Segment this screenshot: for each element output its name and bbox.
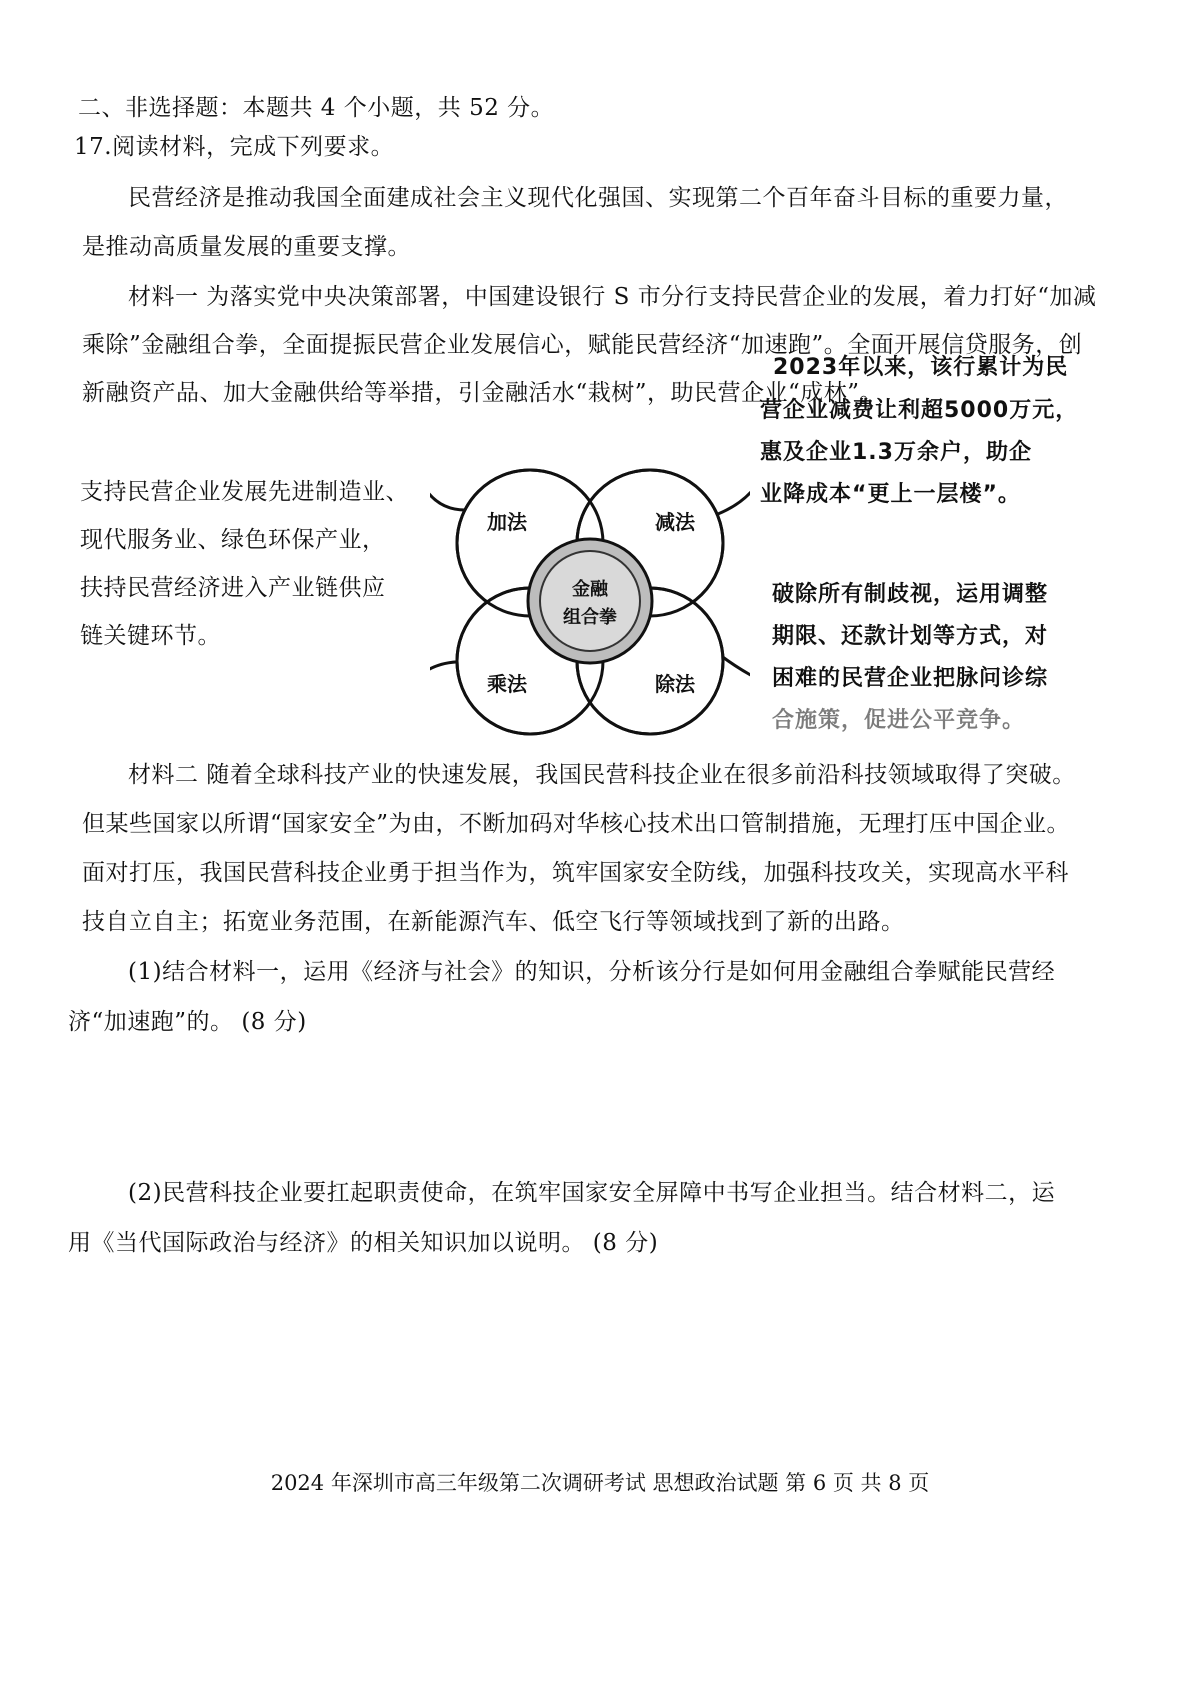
diagram-right-top-note: 2023年以来，该行累计为民: [773, 355, 1069, 380]
material-one-line: 材料一 为落实党中央决策部署，中国建设银行 S 市分行支持民营企业的发展，着力打好“加减: [128, 284, 1097, 310]
label-center: 组合拳: [563, 607, 617, 628]
section-heading: 二、非选择题：本题共 4 个小题，共 52 分。: [78, 95, 555, 121]
diagram-right-bottom-note: 期限、还款计划等方式，对: [772, 624, 1049, 649]
material-one-line: 新融资产品、加大金融供给等举措，引金融活水“栽树”，助民营企业“成林”。: [82, 380, 884, 406]
material-two-line: 面对打压，我国民营科技企业勇于担当作为，筑牢国家安全防线，加强科技攻关，实现高水平科: [82, 860, 1069, 886]
sub-question-1: (1)结合材料一，运用《经济与社会》的知识，分析该分行是如何用金融组合拳赋能民营经: [128, 959, 1056, 985]
label-center: 金融: [572, 579, 608, 600]
material-two-line: 技自立自主；拓宽业务范围，在新能源汽车、低空飞行等领域找到了新的出路。: [82, 909, 905, 935]
connector-line-divide: [720, 655, 750, 680]
diagram-right-top-note: 惠及企业1.3万余户，助企: [760, 440, 1032, 465]
page-footer: 2024 年深圳市高三年级第二次调研考试 思想政治试题 第 6 页 共 8 页: [270, 1471, 930, 1495]
diagram-left-note: 支持民营企业发展先进制造业、: [80, 479, 409, 505]
diagram-right-top-note: 业降成本“更上一层楼”。: [760, 482, 1021, 507]
diagram-left-note: 链关键环节。: [80, 623, 221, 649]
diagram-right-top-note: 营企业减费让利超5000万元，: [760, 398, 1079, 423]
sub-question-1: 济“加速跑”的。 (8 分): [68, 1009, 307, 1035]
sub-question-2: 用《当代国际政治与经济》的相关知识加以说明。 (8 分): [68, 1230, 659, 1256]
sub-question-2: (2)民营科技企业要扛起职责使命，在筑牢国家安全屏障中书写企业担当。结合材料二，运: [128, 1180, 1056, 1206]
label-subtract: 减法: [655, 510, 695, 534]
diagram-right-bottom-note: 困难的民营企业把脉问诊综: [772, 666, 1049, 691]
material-two-line: 但某些国家以所谓“国家安全”为由，不断加码对华核心技术出口管制措施，无理打压中国企业。: [82, 811, 1071, 837]
connector-line-add: [430, 480, 465, 510]
intro-line: 民营经济是推动我国全面建成社会主义现代化强国、实现第二个百年奋斗目标的重要力量，: [128, 185, 1068, 211]
label-multiply: 乘法: [487, 672, 527, 696]
diagram-left-note: 现代服务业、绿色环保产业，: [80, 527, 386, 553]
financial-combination-diagram: [430, 465, 750, 755]
label-add: 加法: [487, 510, 527, 534]
diagram-left-note: 扶持民营经济进入产业链供应: [80, 575, 386, 601]
label-divide: 除法: [655, 672, 695, 696]
material-one-line: 乘除”金融组合拳，全面提振民营企业发展信心，赋能民营经济“加速跑”。全面开展信贷服务，创: [82, 332, 1083, 358]
question-title: 17.阅读材料，完成下列要求。: [74, 134, 395, 160]
diagram-right-bottom-note: 合施策，促进公平竞争。: [772, 708, 1026, 733]
material-two-line: 材料二 随着全球科技产业的快速发展，我国民营科技企业在很多前沿科技领域取得了突破。: [128, 762, 1076, 788]
intro-line: 是推动高质量发展的重要支撑。: [82, 234, 411, 260]
diagram-right-bottom-note: 破除所有制歧视，运用调整: [772, 582, 1049, 607]
